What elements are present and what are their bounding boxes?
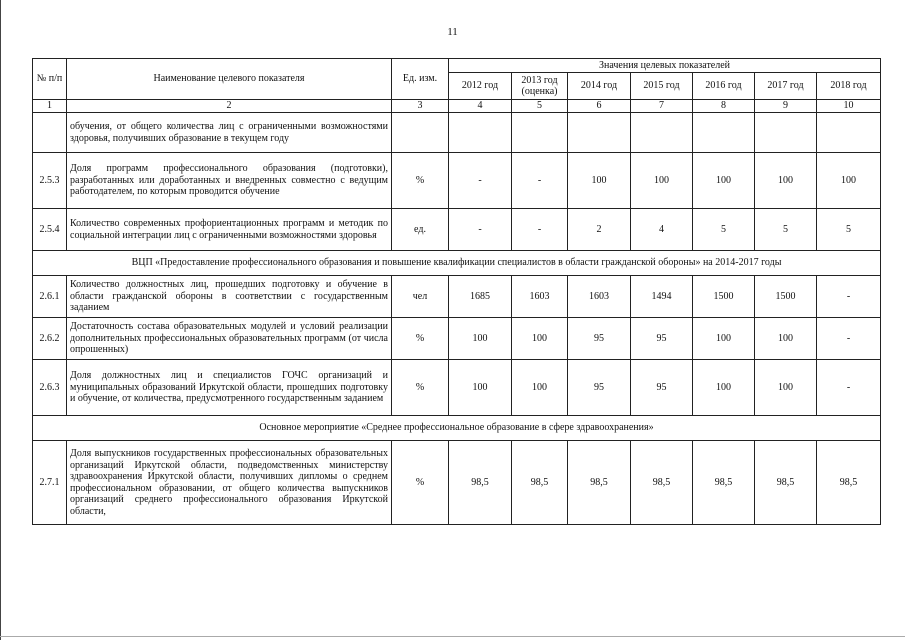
value-cell: 100 (449, 360, 512, 416)
value-cell: 1603 (568, 276, 631, 318)
value-cell: 1685 (449, 276, 512, 318)
table-row (33, 153, 881, 209)
value-cell: 98,5 (449, 441, 512, 525)
table-row (33, 113, 881, 153)
value-cell: 100 (755, 153, 817, 209)
value-cell: 95 (568, 318, 631, 360)
value-cell: 98,5 (693, 441, 755, 525)
header-values-group: Значения целевых показателей (449, 59, 881, 73)
table-row (33, 360, 881, 416)
unit-cell: % (392, 441, 449, 525)
value-cell: 98,5 (568, 441, 631, 525)
value-cell: 100 (755, 360, 817, 416)
value-cell: 100 (693, 360, 755, 416)
scan-left-edge (0, 0, 1, 640)
row-number: 2.6.1 (33, 276, 67, 318)
table-row (33, 276, 881, 318)
value-cell: 100 (693, 153, 755, 209)
value-cell (693, 113, 755, 153)
unit-cell: % (392, 360, 449, 416)
column-number: 9 (755, 100, 817, 113)
indicator-name: Количество должностных лиц, прошедших подготовку и обучение в области гражданской обороны в соответствии с государственным заданием (67, 276, 392, 318)
value-cell: 1494 (631, 276, 693, 318)
header-year: 2014 год (568, 73, 631, 100)
value-cell: - (512, 153, 568, 209)
indicator-name: Достаточность состава образовательных модулей и условий реализации дополнительных профессиональных образовательных программ (от числа опрошенных) (67, 318, 392, 360)
value-cell: - (512, 209, 568, 251)
value-cell: 100 (449, 318, 512, 360)
value-cell: 2 (568, 209, 631, 251)
header-num: № п/п (33, 59, 67, 100)
unit-cell: % (392, 153, 449, 209)
value-cell: 100 (693, 318, 755, 360)
value-cell: 95 (568, 360, 631, 416)
header-year: 2012 год (449, 73, 512, 100)
section-row (33, 416, 881, 441)
value-cell: 100 (568, 153, 631, 209)
value-cell (512, 113, 568, 153)
value-cell: 1603 (512, 276, 568, 318)
page-number: 11 (447, 26, 458, 38)
header-unit: Ед. изм. (392, 59, 449, 100)
value-cell: - (817, 360, 881, 416)
indicator-name: Доля должностных лиц и специалистов ГОЧС организаций и муниципальных образований Иркутской области, прошедших подготовку и обучение, от количества, предусмотренного государственным заданием (67, 360, 392, 416)
section-title: ВЦП «Предоставление профессионального образования и повышение квалификации специалистов в области гражданской обороны» на 2014-2017 годы (33, 251, 881, 276)
column-number: 1 (33, 100, 67, 113)
table-row (33, 441, 881, 525)
column-number: 2 (67, 100, 392, 113)
value-cell: 100 (512, 318, 568, 360)
section-row (33, 251, 881, 276)
value-cell: - (817, 276, 881, 318)
unit-cell: чел (392, 276, 449, 318)
value-cell: 1500 (755, 276, 817, 318)
value-cell (755, 113, 817, 153)
value-cell: 5 (755, 209, 817, 251)
value-cell: 98,5 (512, 441, 568, 525)
column-number: 7 (631, 100, 693, 113)
column-number: 4 (449, 100, 512, 113)
row-number (33, 113, 67, 153)
section-title: Основное мероприятие «Среднее профессиональное образование в сфере здравоохранения» (33, 416, 881, 441)
value-cell (631, 113, 693, 153)
value-cell: 95 (631, 360, 693, 416)
value-cell: 100 (512, 360, 568, 416)
column-number: 8 (693, 100, 755, 113)
value-cell: 1500 (693, 276, 755, 318)
row-number: 2.5.4 (33, 209, 67, 251)
value-cell: 100 (817, 153, 881, 209)
value-cell (568, 113, 631, 153)
value-cell: 4 (631, 209, 693, 251)
row-number: 2.6.2 (33, 318, 67, 360)
unit-cell (392, 113, 449, 153)
column-number: 3 (392, 100, 449, 113)
indicator-name: Доля программ профессионального образования (подготовки), разработанных или доработанных и внедренных совместно с ведущим работодателем, по которым проводится обучение (67, 153, 392, 209)
table-row (33, 318, 881, 360)
indicator-name: Количество современных профориентационных программ и методик по социальной интеграции лиц с ограниченными возможностями здоровья (67, 209, 392, 251)
value-cell: 100 (755, 318, 817, 360)
indicator-name: обучения, от общего количества лиц с ограниченными возможностями здоровья, получивших образование в текущем году (67, 113, 392, 153)
column-numbers-row (33, 100, 881, 113)
value-cell: 98,5 (631, 441, 693, 525)
header-indicator-name: Наименование целевого показателя (67, 59, 392, 100)
value-cell: 98,5 (817, 441, 881, 525)
value-cell: - (449, 209, 512, 251)
value-cell: - (817, 318, 881, 360)
value-cell: 5 (817, 209, 881, 251)
table-row (33, 209, 881, 251)
value-cell: 95 (631, 318, 693, 360)
indicator-name: Доля выпускников государственных профессиональных образовательных организаций Иркутской области, подведомственных министерству здравоохранения Иркутской области, получивших дипломы о среднем профессиональном образовании, от общего количества выпускников организаций среднего профессионального образования Иркутской области, (67, 441, 392, 525)
row-number: 2.5.3 (33, 153, 67, 209)
row-number: 2.6.3 (33, 360, 67, 416)
value-cell: 100 (631, 153, 693, 209)
value-cell (449, 113, 512, 153)
header-year: 2018 год (817, 73, 881, 100)
column-number: 5 (512, 100, 568, 113)
row-number: 2.7.1 (33, 441, 67, 525)
target-indicators-table (32, 58, 881, 525)
table-body (33, 113, 881, 525)
unit-cell: % (392, 318, 449, 360)
value-cell (817, 113, 881, 153)
value-cell: 5 (693, 209, 755, 251)
scan-bottom-edge (0, 636, 905, 637)
column-number: 10 (817, 100, 881, 113)
value-cell: - (449, 153, 512, 209)
header-year: 2017 год (755, 73, 817, 100)
header-year: 2015 год (631, 73, 693, 100)
value-cell: 98,5 (755, 441, 817, 525)
header-year: 2016 год (693, 73, 755, 100)
header-year: 2013 год (оценка) (512, 73, 568, 100)
column-number: 6 (568, 100, 631, 113)
unit-cell: ед. (392, 209, 449, 251)
